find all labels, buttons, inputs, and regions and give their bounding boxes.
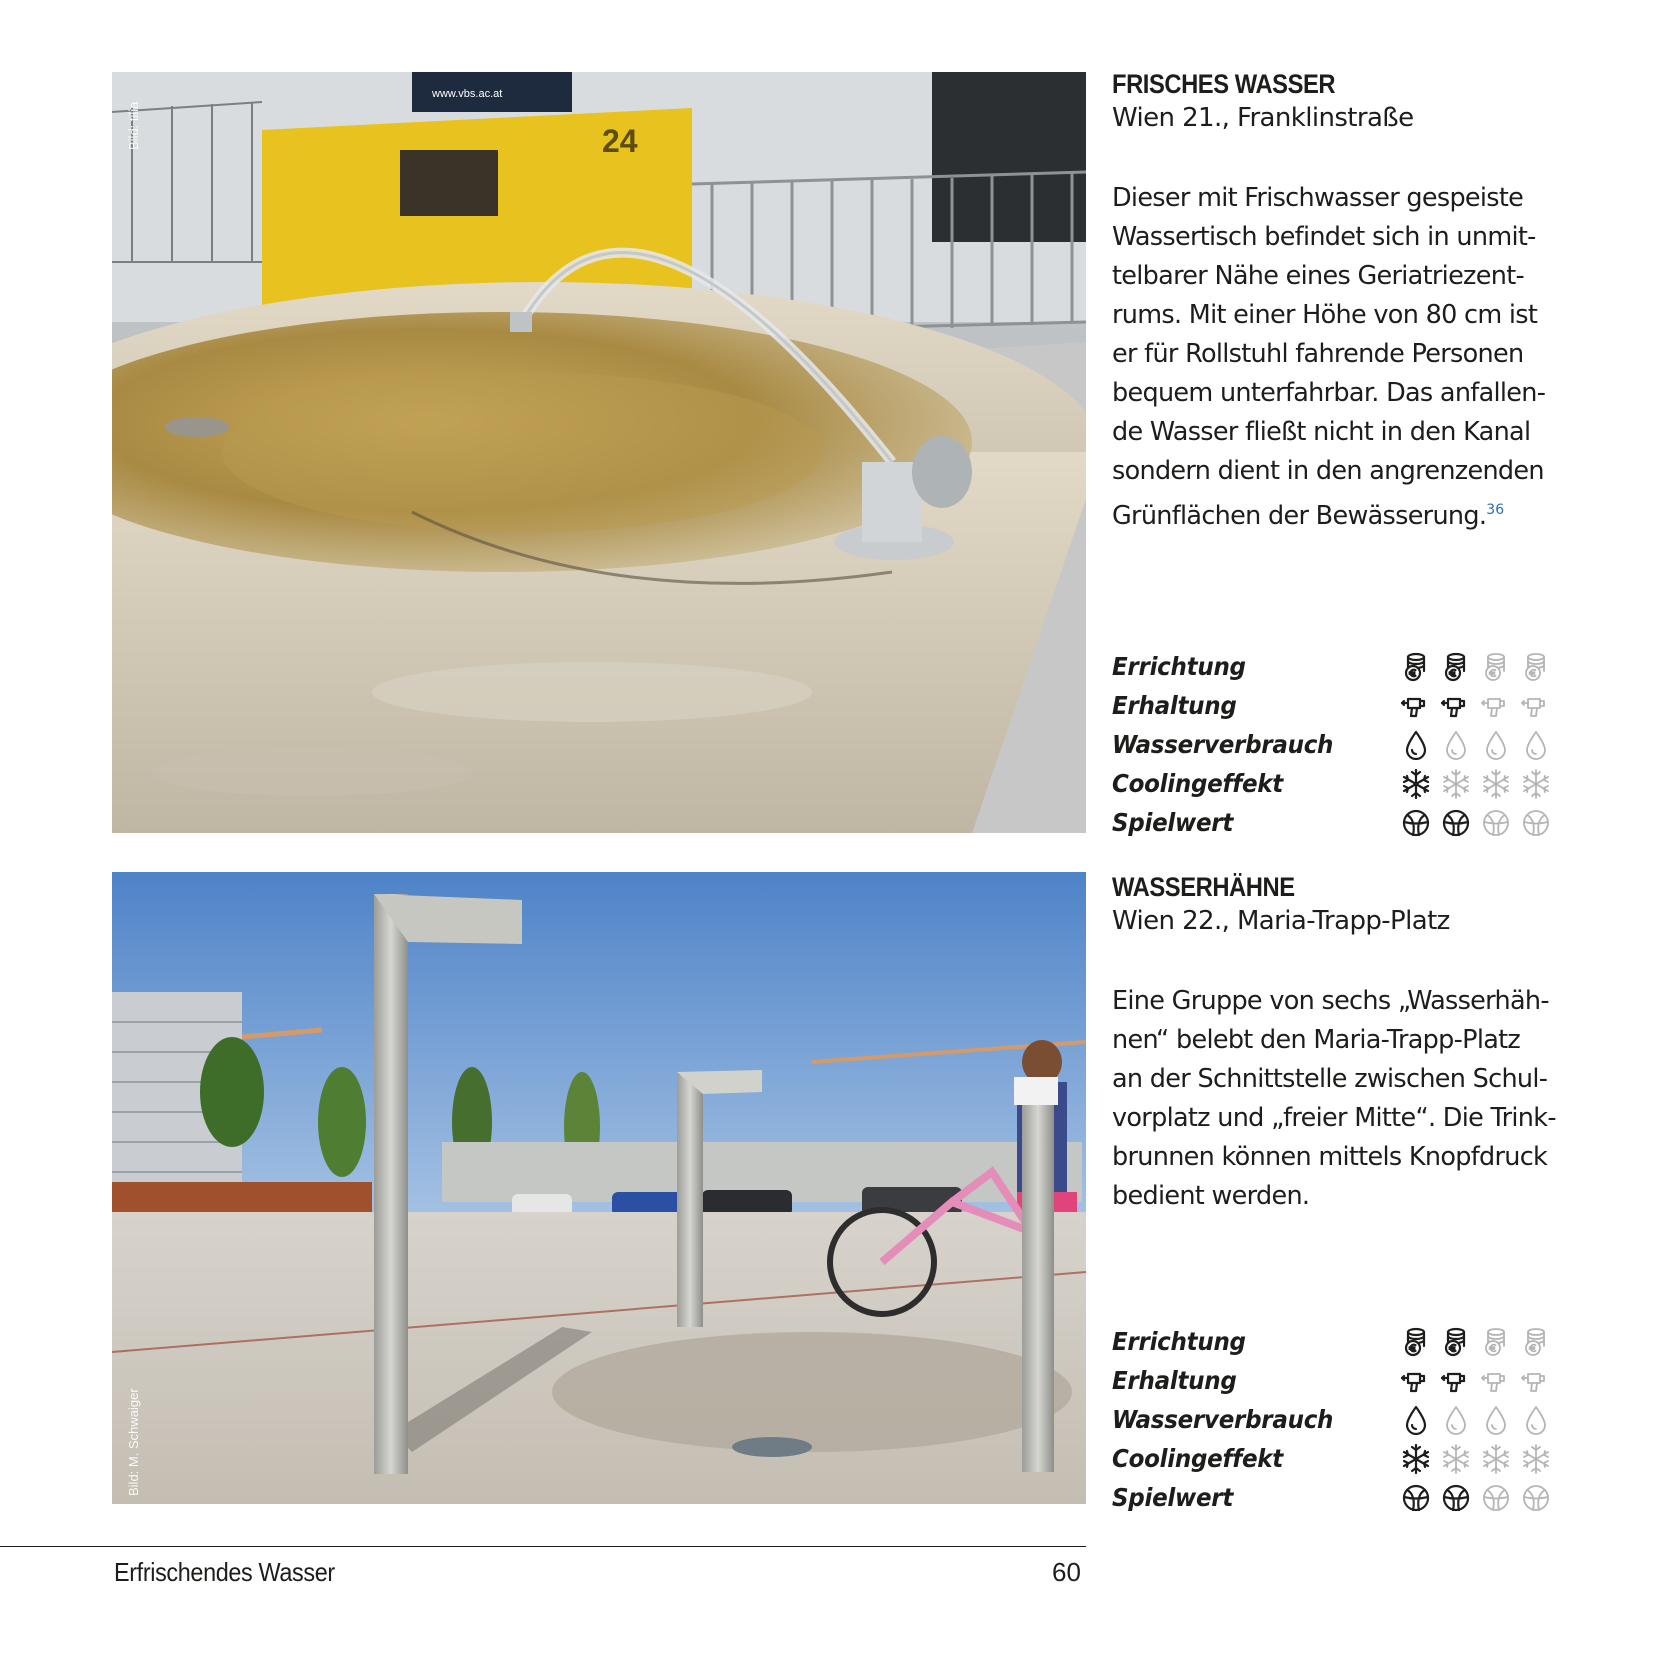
body-line: telbarer Nähe eines Geriatriezent- <box>1112 261 1524 291</box>
ball-icon <box>1396 806 1436 840</box>
coin-stack-icon <box>1476 650 1516 684</box>
body-line: rums. Mit einer Höhe von 80 cm ist <box>1112 300 1538 330</box>
ball-icon <box>1436 1481 1476 1515</box>
rating-icons <box>1396 1325 1556 1359</box>
snowflake-icon <box>1476 767 1516 801</box>
rating-label: Erhaltung <box>1112 1366 1237 1395</box>
photo-water-table <box>112 72 1086 833</box>
drill-icon <box>1516 689 1556 723</box>
rating-icons <box>1396 689 1556 723</box>
photo-building-number: 24 <box>602 123 638 159</box>
section-frisches-wasser <box>1112 67 1592 536</box>
water-drop-icon <box>1476 1403 1516 1437</box>
coin-stack-icon <box>1396 1325 1436 1359</box>
rating-icons <box>1396 767 1556 801</box>
drill-icon <box>1436 1364 1476 1398</box>
rating-row-spielwert <box>1112 1478 1552 1517</box>
snowflake-icon <box>1516 1442 1556 1476</box>
ratings-wasserhaehne <box>1112 1322 1552 1517</box>
coin-stack-icon <box>1436 1325 1476 1359</box>
page-number: 60 <box>1052 1557 1081 1587</box>
photo-credit-bottom: Bild: M. Schwaiger <box>126 1388 141 1496</box>
section-title: FRISCHES WASSER <box>1112 69 1336 99</box>
body-line: Wassertisch befindet sich in unmit- <box>1112 222 1536 252</box>
water-drop-icon <box>1396 728 1436 762</box>
footnote-reference[interactable]: 36 <box>1486 502 1505 518</box>
rating-label: Coolingeffekt <box>1112 1444 1284 1473</box>
ball-icon <box>1516 806 1556 840</box>
body-line: an der Schnittstelle zwischen Schul- <box>1112 1064 1548 1094</box>
body-line: Dieser mit Frischwasser gespeiste <box>1112 183 1524 213</box>
rating-row-errichtung <box>1112 647 1552 686</box>
footer-chapter-title: Erfrischendes Wasser <box>114 1557 335 1587</box>
rating-label: Spielwert <box>1112 1483 1234 1512</box>
drill-icon <box>1436 689 1476 723</box>
rating-label: Erhaltung <box>1112 691 1237 720</box>
section-body <box>1112 179 1592 536</box>
rating-icons <box>1396 1364 1556 1398</box>
ball-icon <box>1476 1481 1516 1515</box>
rating-label: Wasserverbrauch <box>1112 730 1334 759</box>
rating-row-coolingeffekt <box>1112 764 1552 803</box>
footer-divider <box>0 1546 1086 1547</box>
drill-icon <box>1396 1364 1436 1398</box>
section-wasserhaehne <box>1112 870 1592 1216</box>
rating-icons <box>1396 1442 1556 1476</box>
photo-sign-url: www.vbs.ac.at <box>432 88 503 100</box>
snowflake-icon <box>1476 1442 1516 1476</box>
rating-label: Coolingeffekt <box>1112 769 1284 798</box>
body-line-text: Grünflächen der Bewässerung. <box>1112 501 1487 531</box>
water-taps-image <box>112 872 1086 1504</box>
rating-icons <box>1396 1481 1556 1515</box>
body-line: nen“ belebt den Maria-Trapp-Platz <box>1112 1025 1521 1055</box>
coin-stack-icon <box>1476 1325 1516 1359</box>
ratings-frisches-wasser <box>1112 647 1552 842</box>
rating-label: Wasserverbrauch <box>1112 1405 1334 1434</box>
rating-row-wasserverbrauch <box>1112 725 1552 764</box>
body-line: er für Rollstuhl fahrende Personen <box>1112 339 1524 369</box>
photo-credit-top: Bild: tilia <box>126 101 141 150</box>
rating-icons <box>1396 650 1556 684</box>
rating-label: Errichtung <box>1112 1327 1246 1356</box>
rating-row-erhaltung <box>1112 1361 1552 1400</box>
water-table-image <box>112 72 1086 833</box>
rating-icons <box>1396 728 1556 762</box>
section-location: Wien 22., Maria-Trapp-Platz <box>1112 906 1450 936</box>
rating-icons <box>1396 1403 1556 1437</box>
drill-icon <box>1396 689 1436 723</box>
ball-icon <box>1436 806 1476 840</box>
rating-label: Spielwert <box>1112 808 1234 837</box>
rating-row-erhaltung <box>1112 686 1552 725</box>
body-line: vorplatz und „freier Mitte“. Die Trink- <box>1112 1103 1556 1133</box>
rating-row-coolingeffekt <box>1112 1439 1552 1478</box>
water-drop-icon <box>1476 728 1516 762</box>
coin-stack-icon <box>1436 650 1476 684</box>
body-line: brunnen können mittels Knopfdruck <box>1112 1142 1548 1172</box>
snowflake-icon <box>1396 767 1436 801</box>
rating-row-wasserverbrauch <box>1112 1400 1552 1439</box>
drill-icon <box>1476 689 1516 723</box>
water-drop-icon <box>1516 1403 1556 1437</box>
coin-stack-icon <box>1516 1325 1556 1359</box>
snowflake-icon <box>1516 767 1556 801</box>
snowflake-icon <box>1436 767 1476 801</box>
rating-row-errichtung <box>1112 1322 1552 1361</box>
snowflake-icon <box>1436 1442 1476 1476</box>
water-drop-icon <box>1396 1403 1436 1437</box>
body-line: de Wasser fließt nicht in den Kanal <box>1112 417 1531 447</box>
ball-icon <box>1396 1481 1436 1515</box>
section-body <box>1112 982 1592 1216</box>
body-line: Eine Gruppe von sechs „Wasserhäh- <box>1112 986 1549 1016</box>
snowflake-icon <box>1396 1442 1436 1476</box>
photo-water-taps <box>112 872 1086 1504</box>
water-drop-icon <box>1436 728 1476 762</box>
rating-icons <box>1396 806 1556 840</box>
section-location: Wien 21., Franklinstraße <box>1112 103 1414 133</box>
ball-icon <box>1516 1481 1556 1515</box>
body-line: bequem unterfahrbar. Das anfallen- <box>1112 378 1546 408</box>
drill-icon <box>1516 1364 1556 1398</box>
body-line <box>1112 491 1592 536</box>
body-line: sondern dient in den angrenzenden <box>1112 456 1544 486</box>
rating-label: Errichtung <box>1112 652 1246 681</box>
body-line: bedient werden. <box>1112 1181 1310 1211</box>
coin-stack-icon <box>1396 650 1436 684</box>
water-drop-icon <box>1516 728 1556 762</box>
rating-row-spielwert <box>1112 803 1552 842</box>
drill-icon <box>1476 1364 1516 1398</box>
water-drop-icon <box>1436 1403 1476 1437</box>
coin-stack-icon <box>1516 650 1556 684</box>
section-title: WASSERHÄHNE <box>1112 872 1295 902</box>
ball-icon <box>1476 806 1516 840</box>
